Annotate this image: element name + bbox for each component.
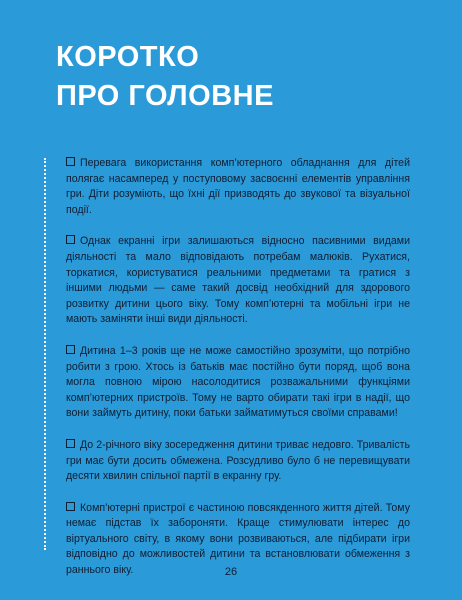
checkbox-bullet-icon	[66, 439, 75, 448]
list-item-text: До 2-річного віку зосередження дитини триває недовго. Тривалість гри має бути досить обмежена. Розсудливо було б не перевищувати десяти хвилин спільної партії в екранну гру.	[66, 438, 410, 483]
page-title-line-1: КОРОТКО	[56, 41, 200, 73]
list-item	[66, 156, 410, 218]
page-title	[56, 38, 274, 116]
checkbox-bullet-icon	[66, 502, 75, 511]
page-title-line-2: ПРО ГОЛОВНЕ	[56, 80, 274, 112]
page-number: 26	[224, 566, 238, 578]
list-item	[66, 438, 410, 485]
list-item	[66, 344, 410, 422]
list-item-text: Однак екранні ігри залишаються відносно пасивними видами діяльності та мало відповідають потребам малюків. Рухатися, торкатися, користуватися реальними предметами та гратися з іншими людьми — саме такий досвід необхідний для здорового розвитку дитини цього віку. Тому комп’ютерні та мобільні ігри не мають заміняти інші види діяльності.	[66, 235, 410, 326]
dotted-divider	[44, 158, 46, 550]
checkbox-bullet-icon	[66, 235, 75, 244]
list-item-text: Комп’ютерні пристрої є частиною повсякденного життя дітей. Тому немає підстав їх забороняти. Краще стимулювати інтерес до віртуального світу, в якому вони розвиваються, але підбирати ігри відповідно до можливостей дитини та встановлювати обмеження з раннього віку.	[66, 501, 410, 577]
list-item-text: Дитина 1–3 років ще не може самостійно зрозуміти, що потрібно робити з грою. Хтось із батьків має постійно бути поряд, щоб вона могла повною мірою насолодитися розважальними функціями комп’ютерних пристроїв. Тому не варто обирати такі ігри в надії, що вони займуть дитину, поки батьки займатимуться своїми справами!	[66, 344, 410, 420]
checkbox-bullet-icon	[66, 345, 75, 354]
checkbox-bullet-icon	[66, 157, 75, 166]
summary-list	[66, 156, 410, 595]
list-item	[66, 234, 410, 328]
list-item-text: Перевага використання комп’ютерного обладнання для дітей полягає насамперед у поступовому засвоєнні елементів управління гри. Діти розуміють, що їхні дії призводять до звукової та візуальної події.	[66, 157, 410, 216]
